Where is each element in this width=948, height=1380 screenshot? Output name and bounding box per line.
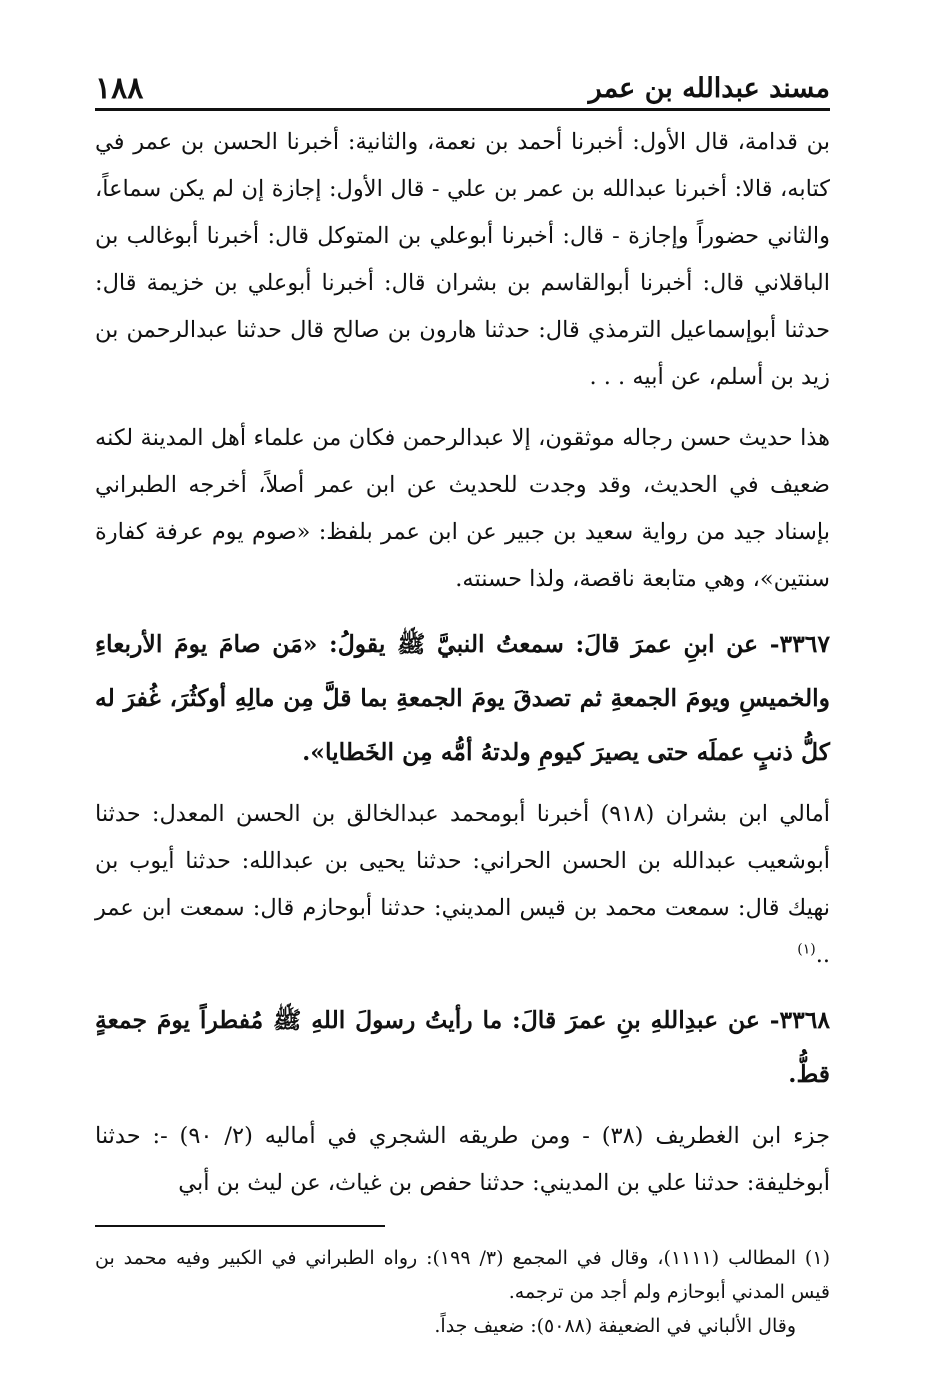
footnote-1: (١) المطالب (١١١١)، وقال في المجمع (٣/ ١٩٩): رواه الطبراني في الكبير وفيه محمد بن قيس المدني أبوحازم ولم أجد من ترجمه. (95, 1247, 830, 1303)
page-number: ١٨٨ (95, 70, 144, 106)
paragraph-commentary: هذا حديث حسن رجاله موثقون، إلا عبدالرحمن فكان من علماء أهل المدينة لكنه ضعيف في الحديث، وقد وجدت للحديث عن ابن عمر أصلاً، أخرجه الطبراني بإسناد جيد من رواية سعيد بن جبير عن ابن عمر بلفظ: «صوم يوم عرفة كفارة سنتين»، وهي متابعة ناقصة، ولذا حسنته. (95, 425, 830, 592)
hadith-number: ٣٣٦٧- (769, 630, 830, 658)
footnote-reference[interactable]: (١) (797, 941, 816, 958)
running-title: مسند عبدالله بن عمر (588, 72, 830, 104)
hadith-number: ٣٣٦٨- (769, 1006, 830, 1034)
footnote-1-continuation: وقال الألباني في الضعيفة (٥٠٨٨): ضعيف جداً. (434, 1315, 796, 1337)
source-3367 (95, 791, 830, 979)
hadith-3368 (95, 993, 830, 1101)
page-body (95, 119, 830, 1343)
paragraph-isnad: بن قدامة، قال الأول: أخبرنا أحمد بن نعمة، والثانية: أخبرنا الحسن بن عمر في كتابه، قالا: أخبرنا عبدالله بن عمر بن علي - قال الأول: إجازة إن لم يكن سماعاً، والثاني حضوراً وإجازة - قال: أخبرنا أبوعلي بن المتوكل قال: أخبرنا أبوغالب بن الباقلاني قال: أخبرنا أبوالقاسم بن بشران قال: أخبرنا أبوعلي بن خزيمة قال: حدثنا أبوإسماعيل الترمذي قال: حدثنا هارون بن صالح قال حدثنا عبدالرحمن بن زيد بن أسلم، عن أبيه . . . (95, 129, 830, 390)
footnote-divider (95, 1225, 385, 1227)
source-3368: جزء ابن الغطريف (٣٨) - ومن طريقه الشجري في أماليه (٢/ ٩٠) -: حدثنا أبوخليفة: حدثنا علي بن المديني: حدثنا حفص بن غياث، عن ليث بن أبي (95, 1123, 830, 1196)
page-header (95, 68, 830, 111)
document-page (95, 68, 830, 1358)
hadith-text: عن ابنِ عمرَ قالَ: سمعتُ النبيَّ ﷺ يقولُ: «مَن صامَ يومَ الأربعاءِ والخميسِ ويومَ الجمعةِ ثم تصدقَ يومَ الجمعةِ بما قلَّ مِن مالِهِ أوكثُرَ، غُفرَ له كلُّ ذنبٍ عملَه حتى يصيرَ كيومِ ولدتهُ أمُّه مِن الخَطايا». (95, 630, 830, 766)
hadith-text: عن عبدِاللهِ بنِ عمرَ قالَ: ما رأيتُ رسولَ اللهِ ﷺ مُفطراً يومَ جمعةٍ قطُّ. (95, 1006, 830, 1088)
hadith-3367 (95, 617, 830, 779)
source-text: أمالي ابن بشران (٩١٨) أخبرنا أبومحمد عبدالخالق بن الحسن المعدل: حدثنا أبوشعيب عبدالله بن الحسن الحراني: حدثنا يحيى بن عبدالله: حدثنا أيوب بن نهيك قال: سمعت محمد بن قيس المديني: حدثنا أبوحازم قال: سمعت ابن عمر .. (95, 801, 831, 968)
